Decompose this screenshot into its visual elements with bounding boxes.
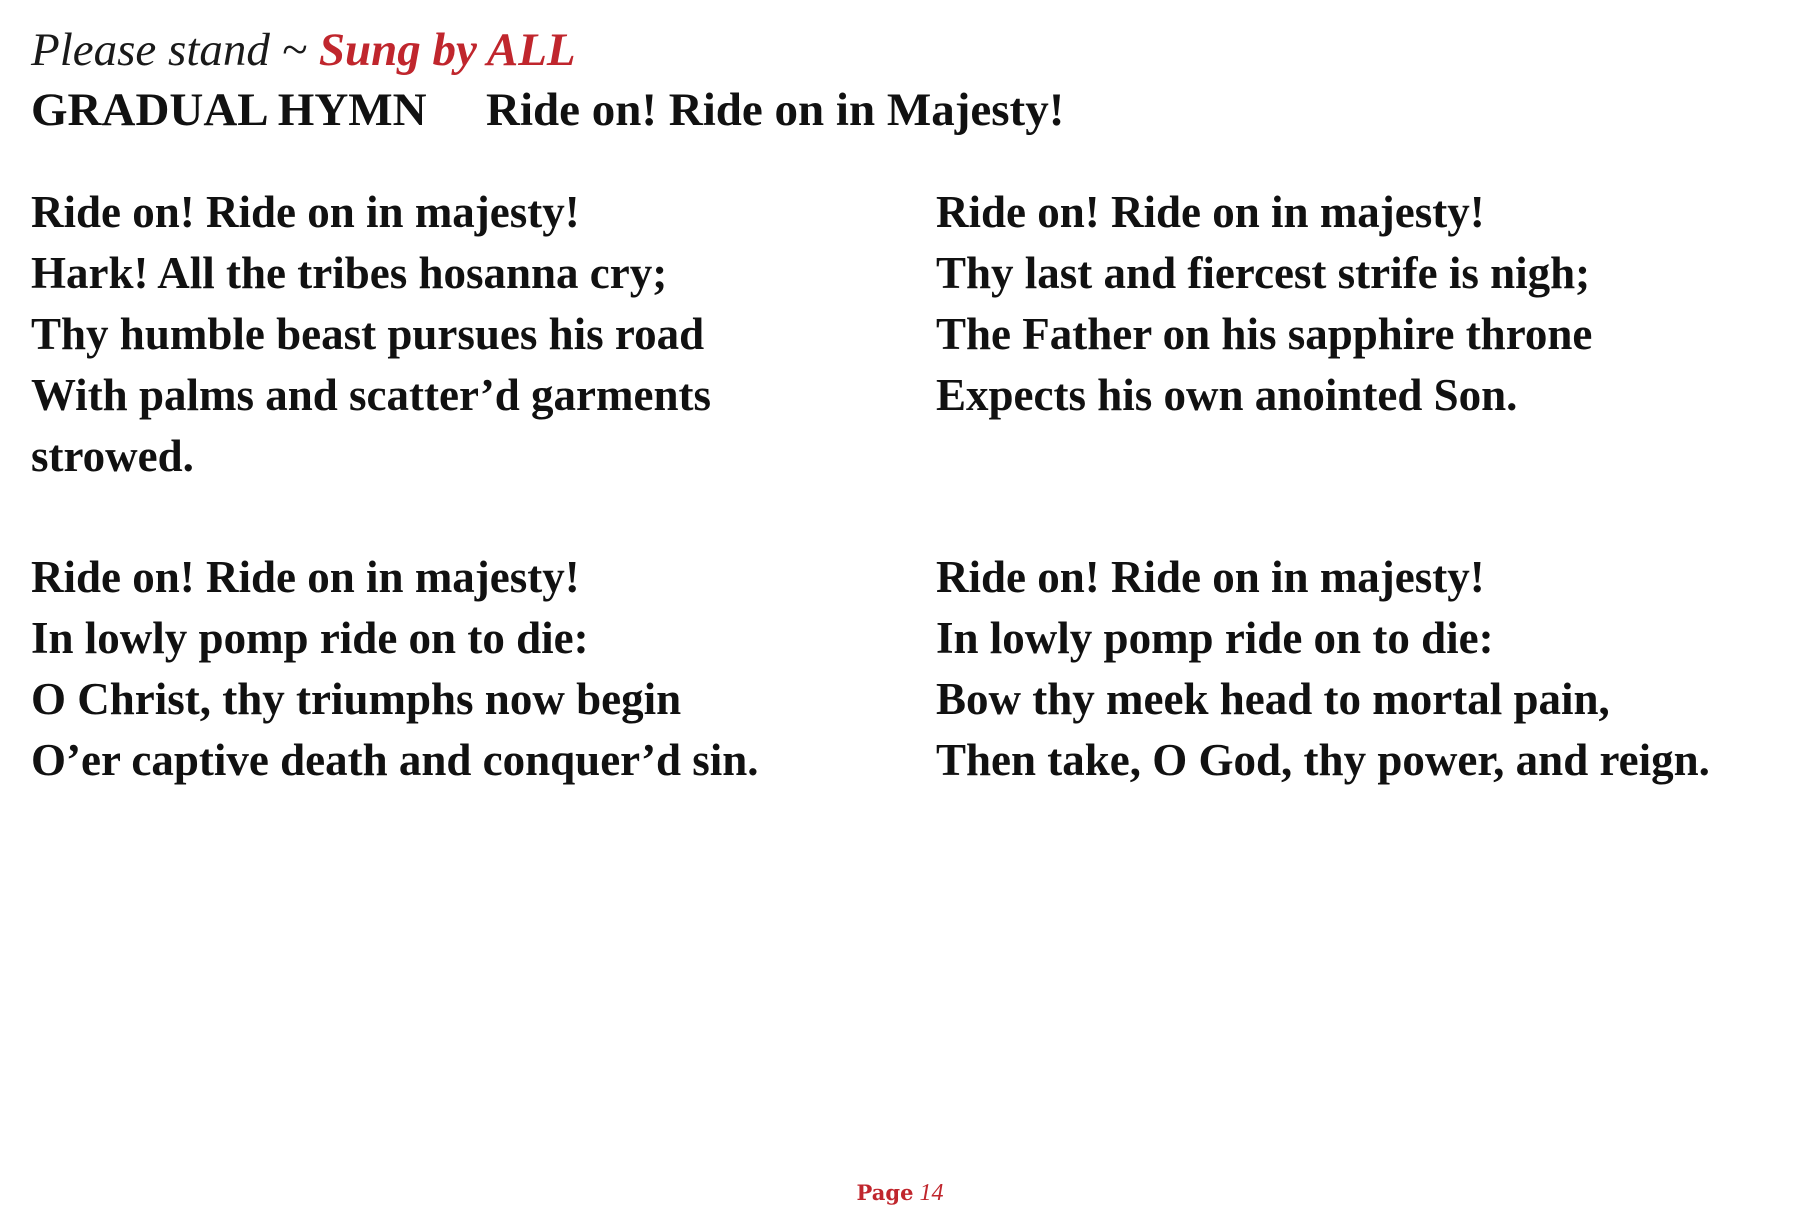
verse-line: Thy last and fiercest strife is nigh; [936, 248, 1591, 298]
page-word: Page [856, 1180, 914, 1205]
verse-line: Ride on! Ride on in majesty! [936, 187, 1485, 237]
please-stand-text: Please stand [31, 24, 270, 76]
verse-line: Ride on! Ride on in majesty! [31, 187, 580, 237]
verse-line: Bow thy meek head to mortal pain, [936, 674, 1610, 724]
verse-line: Then take, O God, thy power, and reign. [936, 735, 1710, 785]
verse-line: O’er captive death and conquer’d sin. [31, 735, 759, 785]
verse-line: strowed. [31, 431, 194, 481]
instruction-line [31, 22, 576, 78]
verse-3 [31, 547, 911, 791]
verse-line: In lowly pomp ride on to die: [936, 613, 1494, 663]
verse-line: Hark! All the tribes hosanna cry; [31, 248, 668, 298]
verse-line: Ride on! Ride on in majesty! [31, 552, 580, 602]
verse-4 [936, 547, 1800, 791]
hymn-title: Ride on! Ride on in Majesty! [486, 84, 1065, 136]
page-number [0, 1178, 1800, 1208]
sung-by-all-text: Sung by ALL [318, 24, 576, 76]
page-number-value: 14 [919, 1180, 944, 1206]
hymn-label: GRADUAL HYMN [31, 84, 427, 136]
verse-line: In lowly pomp ride on to die: [31, 613, 589, 663]
verse-line: Thy humble beast pursues his road [31, 309, 705, 359]
verse-line: O Christ, thy triumphs now begin [31, 674, 682, 724]
hymn-heading [31, 82, 1064, 138]
verse-line: Ride on! Ride on in majesty! [936, 552, 1485, 602]
verse-2 [936, 182, 1800, 426]
verse-line: The Father on his sapphire throne [936, 309, 1593, 359]
verse-line: With palms and scatter’d garments [31, 370, 711, 420]
verse-1 [31, 182, 911, 487]
verse-line: Expects his own anointed Son. [936, 370, 1518, 420]
instruction-separator: ~ [269, 24, 319, 76]
